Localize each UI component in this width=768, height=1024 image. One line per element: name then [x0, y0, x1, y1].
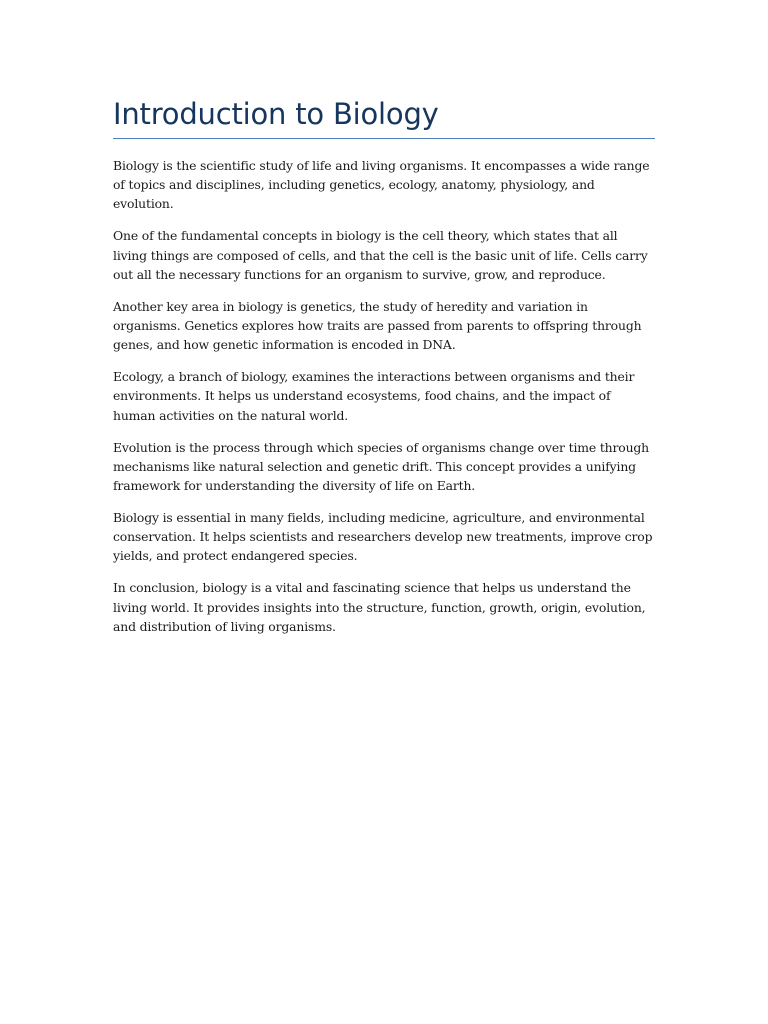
paragraph-genetics: Another key area in biology is genetics, the study of heredity and variation in organisms. Genetics explores how traits are passed from parents to offspring through genes, and how genetic information is encoded in DNA. [113, 298, 642, 353]
document-body [113, 156, 655, 636]
paragraph-ecology: Ecology, a branch of biology, examines the interactions between organisms and their environments. It helps us understand ecosystems, food chains, and the impact of human activities on the natural world. [113, 369, 635, 423]
paragraph-intro: Biology is the scientific study of life and living organisms. It encompasses a wide range of topics and disciplines, including genetics, ecology, anatomy, physiology, and evolution. [113, 158, 650, 212]
paragraph-cell-theory: One of the fundamental concepts in biology is the cell theory, which states that all living things are composed of cells, and that the cell is the basic unit of life. Cells carry out all the necessary functions for an organism to survive, grow, and reproduce. [113, 228, 648, 282]
paragraph-evolution: Evolution is the process through which species of organisms change over time through mechanisms like natural selection and genetic drift. This concept provides a unifying framework for understanding the diversity of life on Earth. [113, 439, 650, 494]
document-title: Introduction to Biology [113, 94, 655, 139]
document-content [113, 94, 655, 649]
paragraph-conclusion: In conclusion, biology is a vital and fascinating science that helps us understand the living world. It provides insights into the structure, function, growth, origin, evolution, and distribution of living organisms. [113, 580, 646, 634]
paragraph-applications: Biology is essential in many fields, including medicine, agriculture, and environmental conservation. It helps scientists and researchers develop new treatments, improve crop yields, and protect endangered species. [113, 510, 653, 564]
